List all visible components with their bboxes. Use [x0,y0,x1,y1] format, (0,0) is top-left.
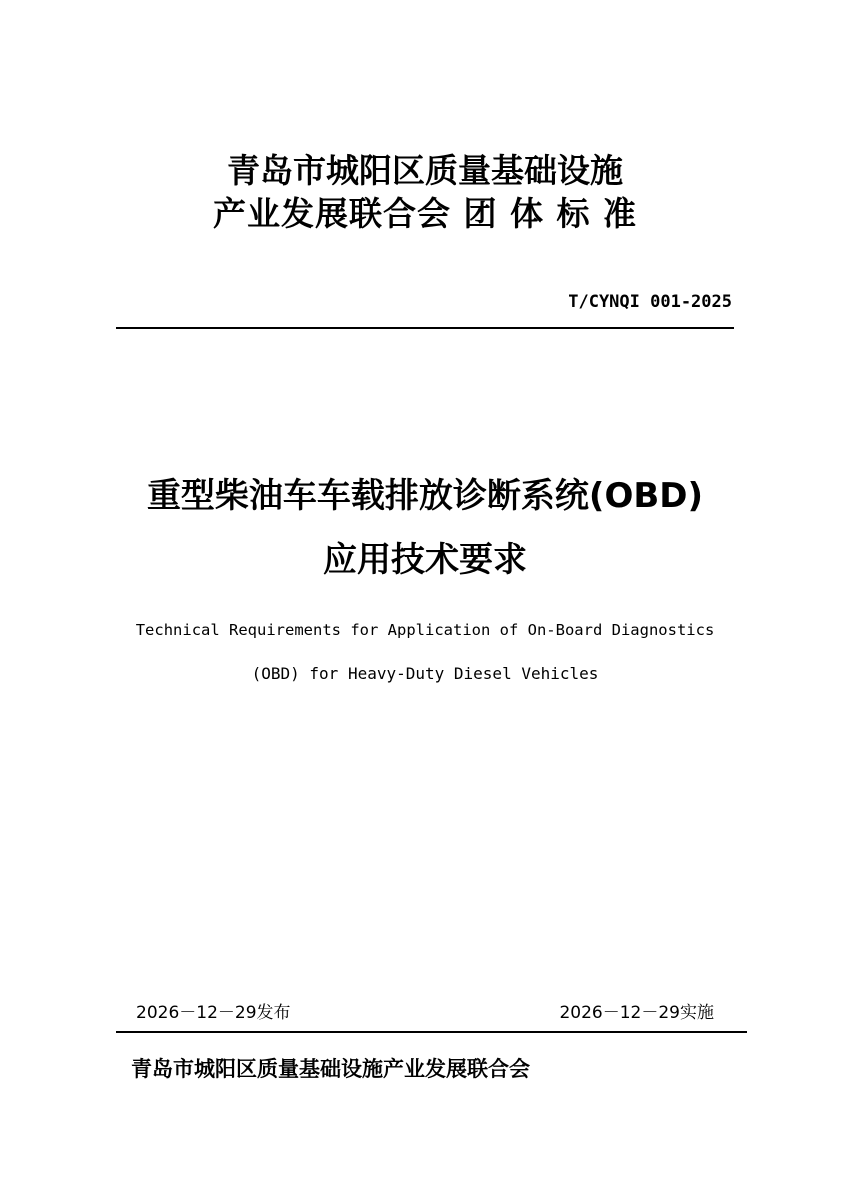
title-english-line-2: (OBD) for Heavy-Duty Diesel Vehicles [251,664,599,683]
org-title-line-2: 产业发展联合会 团 体 标 准 [213,194,637,233]
issue-date: 2026－12－29发布 [136,1003,291,1023]
title-chinese-line-2: 应用技术要求 [323,540,527,580]
standard-code: T/CYNQI 001-2025 [568,292,732,312]
implementation-date: 2026－12－29实施 [559,1003,714,1023]
publisher-name: 青岛市城阳区质量基础设施产业发展联合会 [131,1056,530,1081]
title-chinese-line-1: 重型柴油车车载排放诊断系统(OBD) [146,476,704,516]
org-title-line-1: 青岛市城阳区质量基础设施 [227,151,623,190]
title-english-line-1: Technical Requirements for Application of On-Board Diagnostics [135,621,715,639]
bottom-divider [116,1031,747,1033]
top-divider [116,327,734,329]
